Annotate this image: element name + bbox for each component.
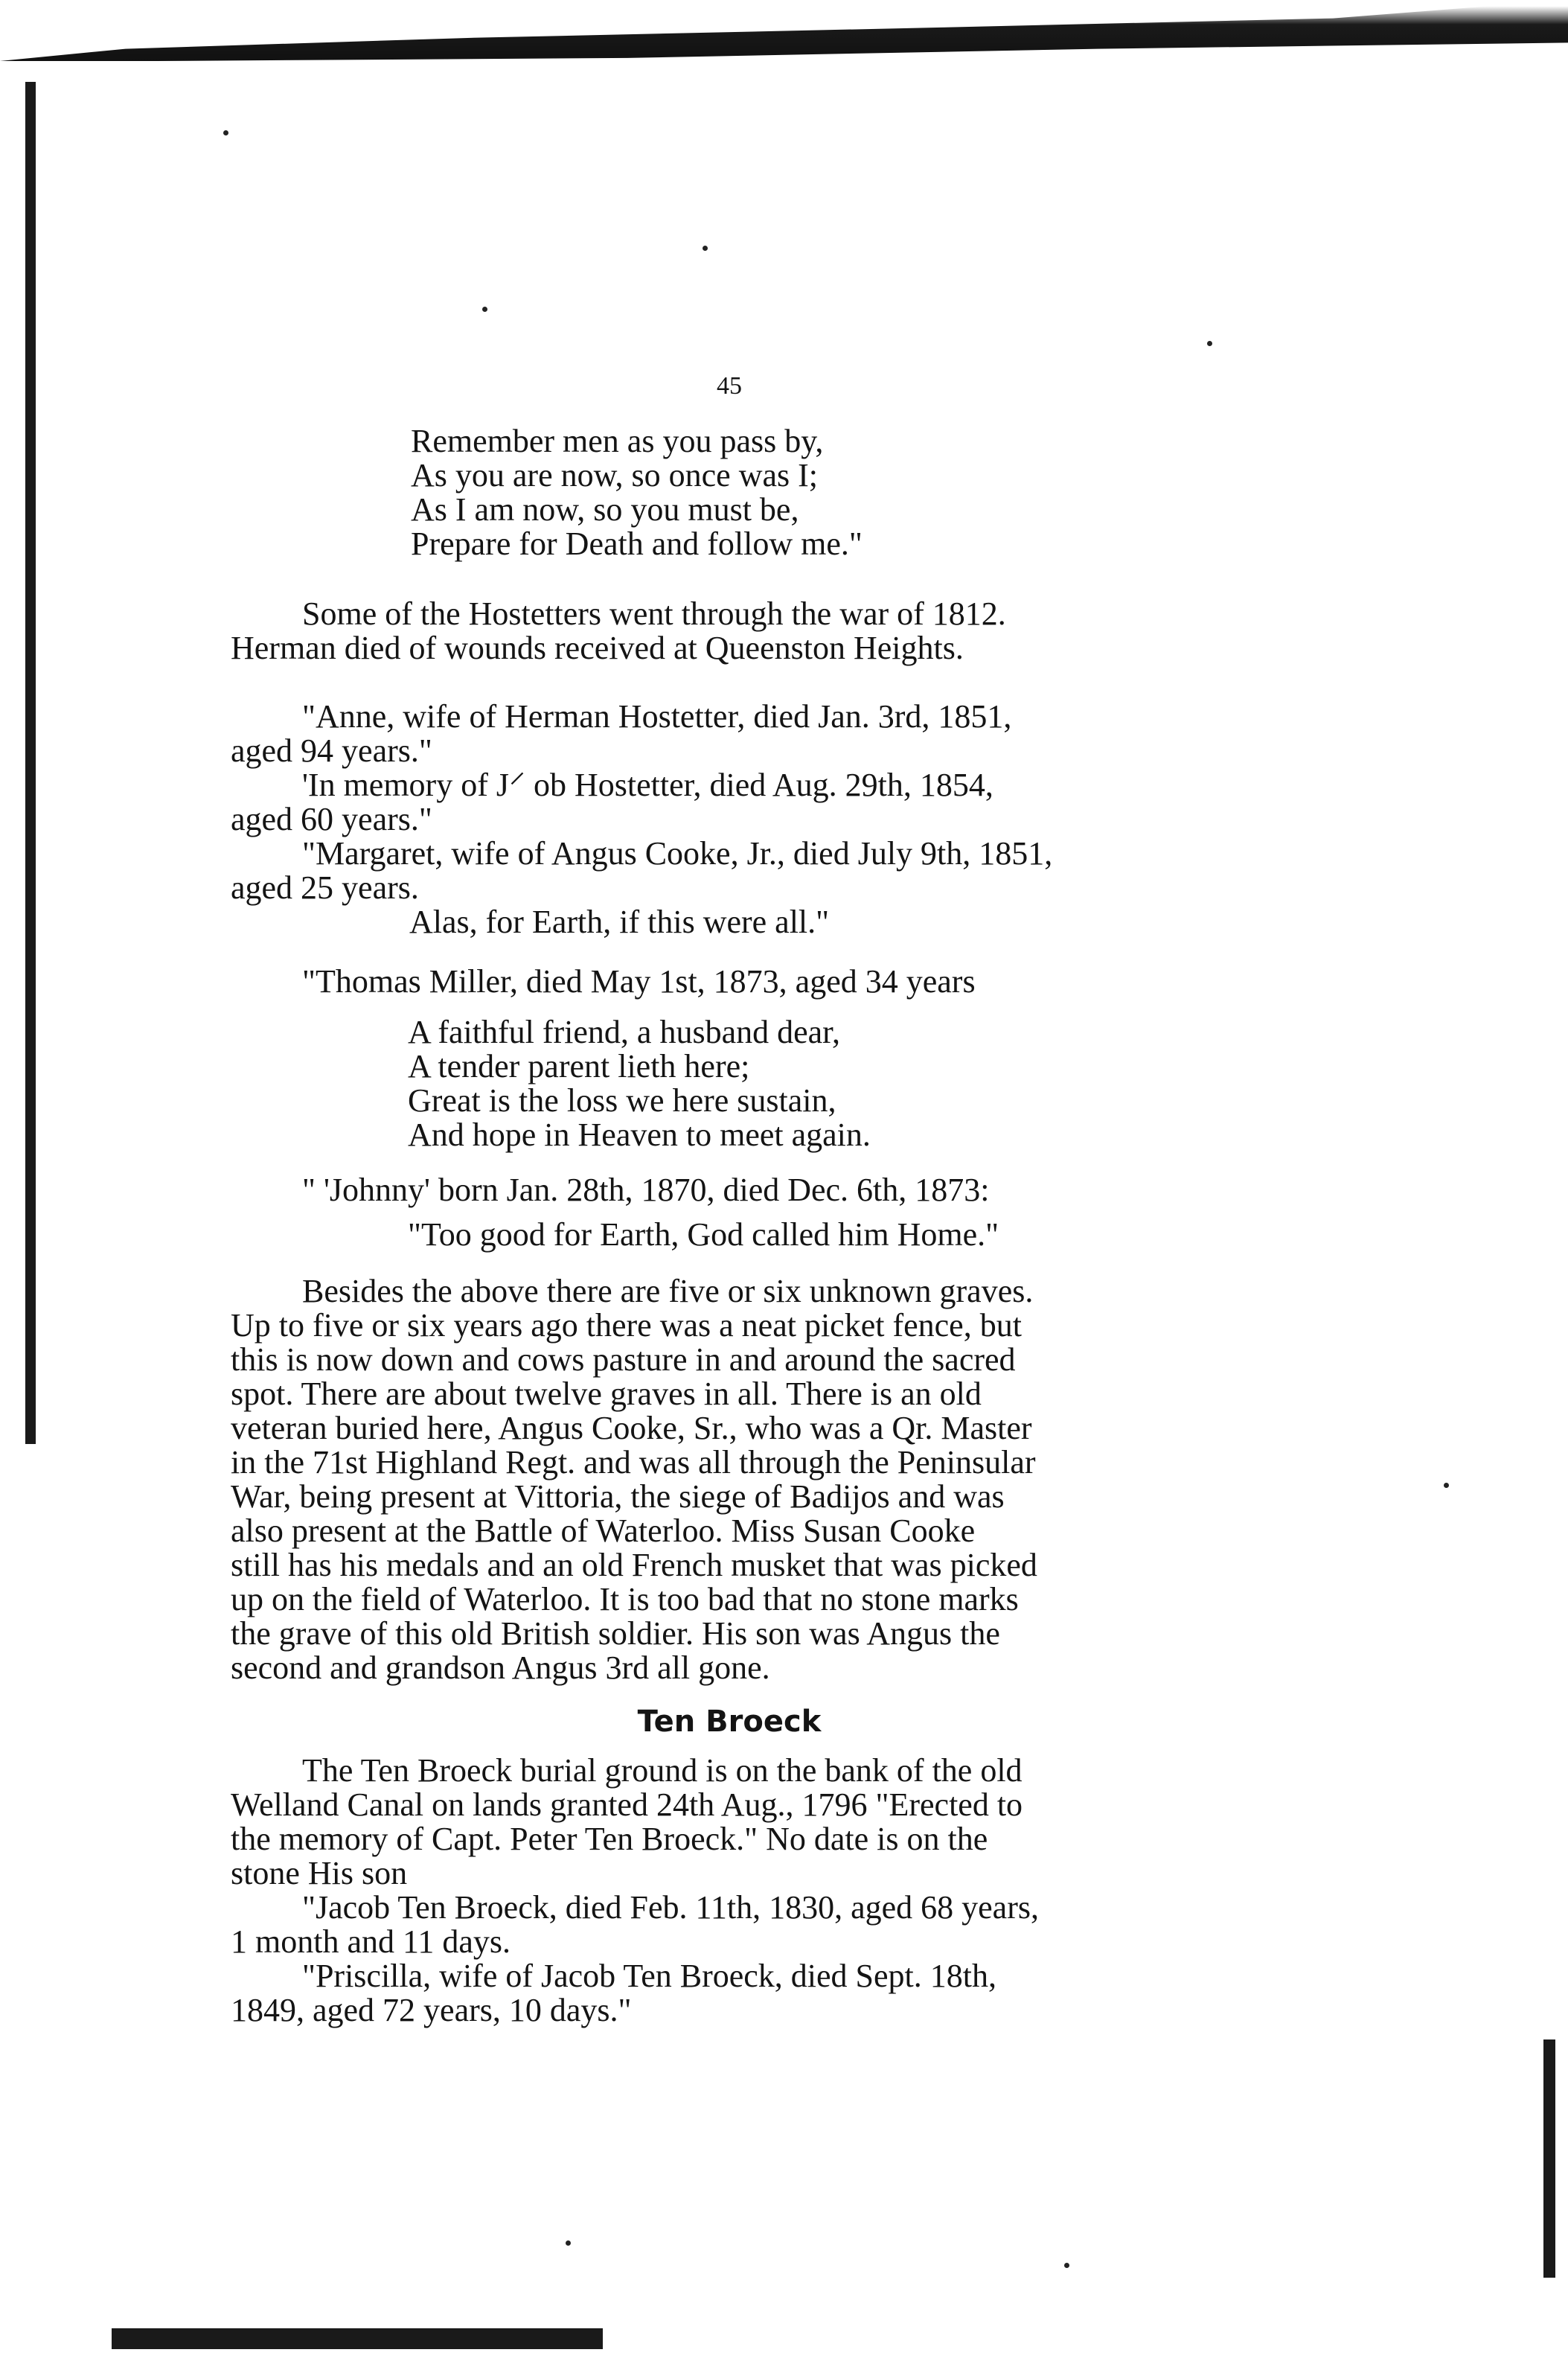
- poem-block: [411, 424, 1408, 561]
- paragraph-line: the grave of this old British soldier. His son was Angus the: [231, 1615, 1000, 1652]
- paragraph-line: "Priscilla, wife of Jacob Ten Broeck, died Sept. 18th,: [302, 1958, 996, 1994]
- paragraph-line: "Jacob Ten Broeck, died Feb. 11th, 1830, aged 68 years,: [302, 1889, 1039, 1926]
- paragraph-unknown-graves: [231, 1274, 1228, 1685]
- johnny-epitaph: [408, 1218, 1405, 1252]
- paragraph-line: also present at the Battle of Waterloo. Miss Susan Cooke: [231, 1512, 976, 1549]
- inscription-line: aged 25 years.: [231, 869, 419, 906]
- inscriptions-block: [231, 700, 1228, 939]
- paragraph-line: second and grandson Angus 3rd all gone.: [231, 1649, 770, 1686]
- paragraph-hostetters: [231, 597, 1228, 665]
- section-heading: Ten Broeck: [637, 1705, 822, 1739]
- paragraph-line: Herman died of wounds received at Queenston Heights.: [231, 630, 964, 666]
- inscription-line: aged 60 years.": [231, 801, 432, 837]
- scan-top-border: [0, 0, 1568, 61]
- poem-line: Prepare for Death and follow me.": [411, 526, 863, 562]
- paragraph-line: the memory of Capt. Peter Ten Broeck." No date is on the: [231, 1821, 988, 1857]
- inscription-line: Alas, for Earth, if this were all.": [409, 904, 830, 940]
- scan-speck: [1064, 2263, 1069, 2268]
- paragraph-line: War, being present at Vittoria, the siege of Badijos and was: [231, 1478, 1005, 1515]
- scan-speck: [482, 307, 487, 312]
- paragraph-line: The Ten Broeck burial ground is on the bank of the old: [302, 1752, 1023, 1789]
- page-number: 45: [717, 372, 742, 400]
- verse-line: And hope in Heaven to meet again.: [408, 1117, 871, 1153]
- scan-speck: [703, 246, 708, 251]
- scan-speck: [223, 130, 228, 135]
- paragraph-line: 1849, aged 72 years, 10 days.": [231, 1992, 632, 2028]
- poem-line: As I am now, so you must be,: [411, 491, 799, 528]
- paragraph-line: up on the field of Waterloo. It is too bad that no stone marks: [231, 1581, 1019, 1617]
- paragraph-line: Up to five or six years ago there was a neat picket fence, but: [231, 1307, 1022, 1344]
- scan-right-border: [1543, 2039, 1555, 2278]
- scan-bottom-border: [112, 2328, 603, 2349]
- paragraph-line: spot. There are about twelve graves in all. There is an old: [231, 1376, 982, 1412]
- verse-line: Great is the loss we here sustain,: [408, 1082, 836, 1119]
- poem-line: Remember men as you pass by,: [411, 423, 824, 459]
- paragraph-line: this is now down and cows pasture in and around the sacred: [231, 1341, 1016, 1378]
- paragraph-line: Besides the above there are five or six unknown graves.: [302, 1273, 1034, 1309]
- inscription-line: "Anne, wife of Herman Hostetter, died Jan. 3rd, 1851,: [302, 698, 1012, 735]
- paragraph-line: veteran buried here, Angus Cooke, Sr., who was a Qr. Master: [231, 1410, 1032, 1446]
- johnny-line: " 'Johnny' born Jan. 28th, 1870, died Dec. 6th, 1873:: [302, 1172, 990, 1208]
- miller-line: "Thomas Miller, died May 1st, 1873, aged 34 years: [302, 963, 976, 1000]
- paragraph-line: in the 71st Highland Regt. and was all through the Peninsular: [231, 1444, 1036, 1480]
- scan-speck: [1207, 341, 1212, 346]
- poem-line: As you are now, so once was I;: [411, 457, 819, 493]
- verse-line: A tender parent lieth here;: [408, 1048, 750, 1085]
- epitaph-line: "Too good for Earth, God called him Home.": [408, 1216, 999, 1253]
- paragraph-ten-broeck: [231, 1754, 1228, 2028]
- paragraph-line: Welland Canal on lands granted 24th Aug., 1796 "Erected to: [231, 1786, 1023, 1823]
- paragraph-line: stone His son: [231, 1855, 408, 1891]
- inscription-line: aged 94 years.": [231, 732, 432, 769]
- miller-verse: [408, 1015, 1405, 1152]
- inscription-line: 'In memory of J⸍ ob Hostetter, died Aug. 29th, 1854,: [302, 767, 993, 803]
- scan-speck: [1444, 1483, 1449, 1488]
- paragraph-line: 1 month and 11 days.: [231, 1923, 511, 1960]
- scan-speck: [566, 2240, 571, 2246]
- paragraph-line: still has his medals and an old French musket that was picked: [231, 1547, 1037, 1583]
- paragraph-line: Some of the Hostetters went through the war of 1812.: [302, 595, 1006, 632]
- inscription-line: "Margaret, wife of Angus Cooke, Jr., died July 9th, 1851,: [302, 835, 1053, 872]
- miller-inscription: [231, 965, 1228, 999]
- verse-line: A faithful friend, a husband dear,: [408, 1014, 841, 1050]
- johnny-inscription: [231, 1173, 1228, 1207]
- scan-left-border: [25, 82, 36, 1444]
